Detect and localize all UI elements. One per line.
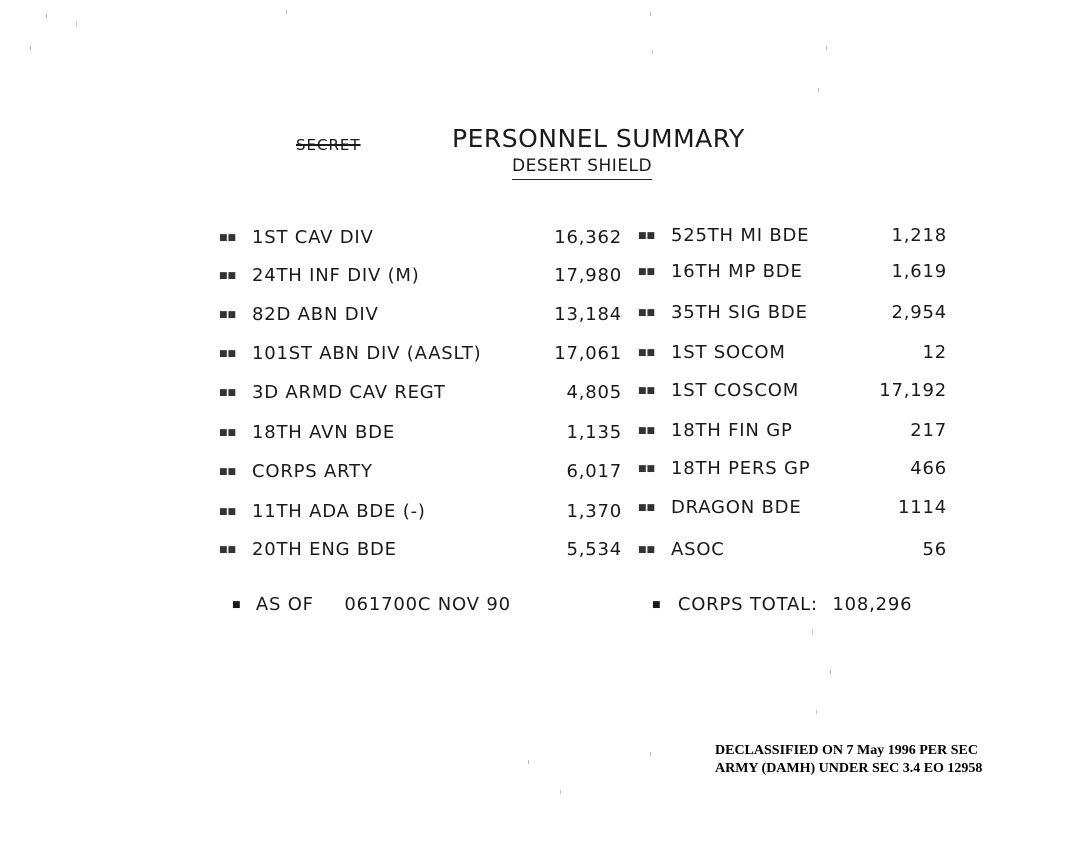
corps-total-value: 108,296: [832, 594, 913, 615]
unit-strength: 17,061: [554, 343, 622, 364]
unit-strength: 466: [910, 458, 947, 479]
bullet-marker: ■: [232, 600, 242, 610]
unit-name: DRAGON BDE: [671, 497, 802, 518]
scan-speck: [830, 670, 831, 674]
unit-name: 101ST ABN DIV (AASLT): [252, 343, 482, 364]
bullet-marker: ■■: [219, 310, 237, 320]
unit-strength: 4,805: [566, 382, 622, 403]
unit-strength: 1,619: [891, 261, 947, 282]
bullet-marker: ■■: [219, 428, 237, 438]
unit-strength: 16,362: [554, 227, 622, 248]
unit-name: 1ST COSCOM: [671, 380, 800, 401]
scan-speck: [650, 12, 651, 16]
unit-strength: 13,184: [554, 304, 622, 325]
page-title: PERSONNEL SUMMARY: [452, 124, 745, 153]
unit-name: ASOC: [671, 539, 725, 560]
as-of-date: 061700C NOV 90: [344, 594, 511, 615]
bullet-marker: ■■: [219, 467, 237, 477]
unit-name: 24TH INF DIV (M): [252, 265, 420, 286]
bullet-marker: ■■: [638, 545, 656, 555]
unit-strength: 1,218: [891, 225, 947, 246]
scan-speck: [650, 752, 651, 756]
as-of-line: [232, 594, 511, 615]
bullet-marker: ■■: [638, 267, 656, 277]
unit-name: 3D ARMD CAV REGT: [252, 382, 446, 403]
unit-strength: 56: [922, 539, 947, 560]
scan-speck: [652, 50, 653, 54]
scan-speck: [46, 14, 47, 18]
unit-strength: 217: [910, 420, 947, 441]
bullet-marker: ■■: [638, 426, 656, 436]
unit-strength: 1114: [897, 497, 947, 518]
bullet-marker: ■■: [638, 503, 656, 513]
scan-speck: [76, 22, 77, 26]
corps-total-line: [652, 594, 912, 615]
bullet-marker: ■■: [638, 308, 656, 318]
bullet-marker: ■■: [219, 545, 237, 555]
scan-speck: [560, 790, 561, 794]
bullet-marker: ■■: [219, 271, 237, 281]
classification-marking: SECRET: [296, 136, 361, 154]
bullet-marker: ■■: [638, 231, 656, 241]
unit-name: 82D ABN DIV: [252, 304, 379, 325]
unit-name: CORPS ARTY: [252, 461, 373, 482]
unit-name: 11TH ADA BDE (-): [252, 501, 426, 522]
corps-total-label: CORPS TOTAL:: [677, 594, 818, 615]
unit-strength: 1,370: [566, 501, 622, 522]
unit-name: 35TH SIG BDE: [671, 302, 808, 323]
as-of-label: AS OF: [255, 594, 314, 615]
declassification-line: DECLASSIFIED ON 7 May 1996 PER SEC: [715, 743, 978, 758]
bullet-marker: ■■: [219, 349, 237, 359]
unit-name: 1ST SOCOM: [671, 342, 786, 363]
unit-strength: 5,534: [566, 539, 622, 560]
unit-name: 16TH MP BDE: [671, 261, 803, 282]
unit-name: 18TH AVN BDE: [252, 422, 396, 443]
unit-name: 20TH ENG BDE: [252, 539, 397, 560]
declassification-line: ARMY (DAMH) UNDER SEC 3.4 EO 12958: [715, 761, 983, 776]
unit-name: 18TH PERS GP: [671, 458, 811, 479]
scan-speck: [812, 630, 813, 634]
unit-strength: 1,135: [566, 422, 622, 443]
unit-strength: 17,192: [879, 380, 947, 401]
page-subtitle: DESERT SHIELD: [512, 156, 652, 180]
bullet-marker: ■: [652, 600, 662, 610]
unit-name: 525TH MI BDE: [671, 225, 810, 246]
unit-strength: 2,954: [891, 302, 947, 323]
unit-strength: 17,980: [554, 265, 622, 286]
unit-name: 1ST CAV DIV: [252, 227, 374, 248]
scan-speck: [816, 710, 817, 714]
unit-name: 18TH FIN GP: [671, 420, 793, 441]
scan-speck: [818, 88, 819, 92]
scan-speck: [30, 46, 31, 50]
bullet-marker: ■■: [638, 464, 656, 474]
scan-speck: [826, 46, 827, 50]
bullet-marker: ■■: [219, 233, 237, 243]
scan-speck: [286, 10, 287, 14]
declassification-stamp: [715, 742, 982, 778]
scan-speck: [528, 760, 529, 764]
bullet-marker: ■■: [638, 386, 656, 396]
bullet-marker: ■■: [219, 388, 237, 398]
bullet-marker: ■■: [219, 507, 237, 517]
bullet-marker: ■■: [638, 348, 656, 358]
unit-strength: 6,017: [566, 461, 622, 482]
unit-strength: 12: [922, 342, 947, 363]
